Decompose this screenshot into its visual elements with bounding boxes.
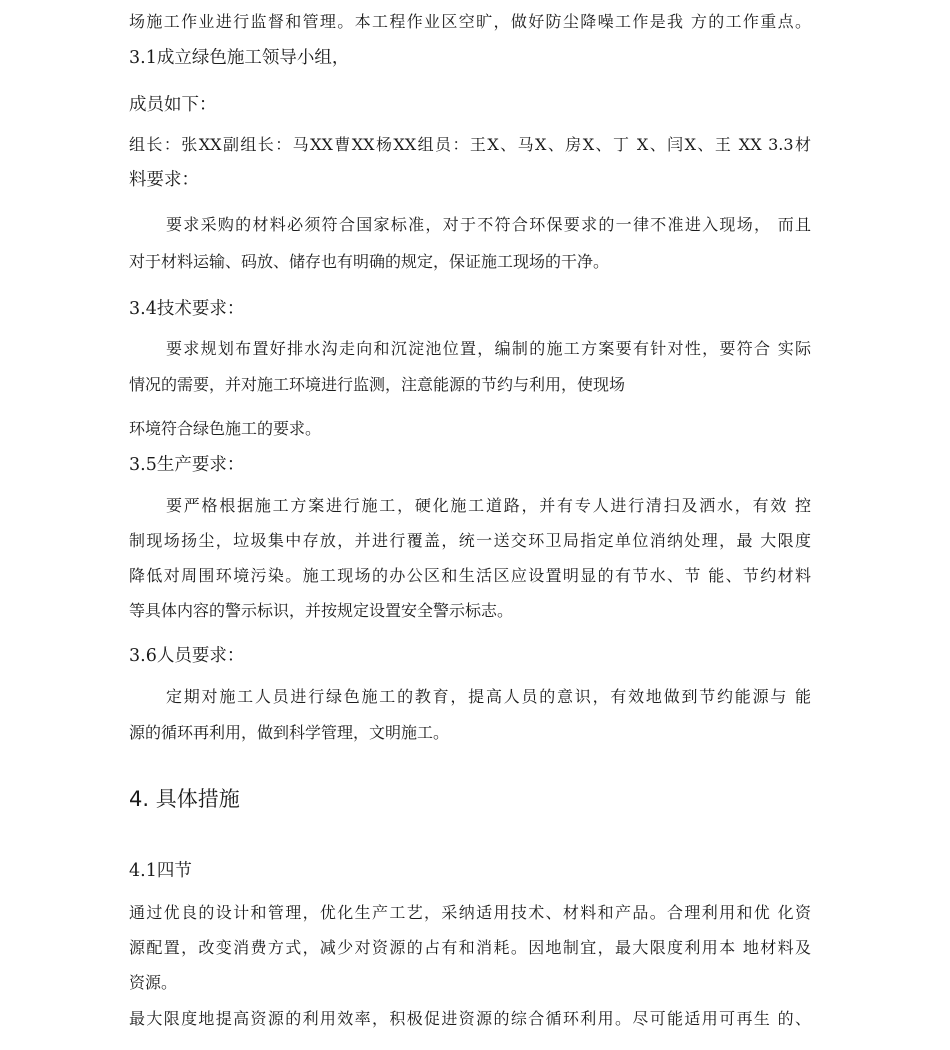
intro-text-line: 场施工作业进行监督和管理。本工程作业区空旷，做好防尘降噪工作是我 方的工作重点。	[129, 12, 811, 31]
section-3-1-heading: 3.1成立绿色施工领导小组，	[129, 48, 350, 68]
production-paragraph-line: 等具体内容的警示标识，并按规定设置安全警示标志。	[129, 601, 514, 620]
section-4-1-heading: 4.1四节	[129, 861, 192, 881]
members-subheading: 成员如下：	[129, 95, 217, 115]
technical-paragraph-line: 要求规划布置好排水沟走向和沉淀池位置，编制的施工方案要有针对性，要符合 实际	[166, 339, 811, 358]
four-savings-paragraph-line: 源配置，改变消费方式，减少对资源的占有和消耗。因地制宜，最大限度利用本 地材料及	[129, 938, 811, 957]
section-3-3-heading: 料要求：	[129, 170, 199, 190]
personnel-paragraph-line: 定期对施工人员进行绿色施工的教育，提高人员的意识，有效地做到节约能源与 能	[166, 687, 811, 706]
four-savings-paragraph-line: 通过优良的设计和管理，优化生产工艺，采纳适用技术、材料和产品。合理利用和优 化资	[129, 903, 811, 922]
materials-paragraph-line: 对于材料运输、码放、储存也有明确的规定，保证施工现场的干净。	[129, 252, 610, 271]
resource-efficiency-paragraph-line: 最大限度地提高资源的利用效率，积极促进资源的综合循环利用。尽可能适用可再生 的、	[129, 1009, 811, 1028]
technical-paragraph-line: 情况的需要，并对施工环境进行监测，注意能源的节约与利用，使现场	[129, 375, 626, 394]
section-3-5-heading: 3.5生产要求：	[129, 455, 245, 475]
personnel-paragraph-line: 源的循环再利用，做到科学管理，文明施工。	[129, 723, 450, 742]
section-4-heading: 4. 具体措施	[129, 787, 240, 811]
section-3-4-heading: 3.4技术要求：	[129, 299, 245, 319]
materials-paragraph-line: 要求采购的材料必须符合国家标准，对于不符合环保要求的一律不准进入现场， 而且	[166, 215, 811, 234]
production-paragraph-line: 要严格根据施工方案进行施工，硬化施工道路，并有专人进行清扫及洒水，有效 控	[166, 496, 811, 515]
technical-paragraph-line: 环境符合绿色施工的要求。	[129, 419, 322, 438]
production-paragraph-line: 降低对周围环境污染。施工现场的办公区和生活区应设置明显的有节水、节 能、节约材料	[129, 566, 811, 585]
members-list-line: 组长：张XX副组长：马XX曹XX杨XX组员：王X、马X、房X、丁 X、闫X、王 XX 3.3材	[129, 135, 811, 154]
production-paragraph-line: 制现场扬尘，垃圾集中存放，并进行覆盖，统一送交环卫局指定单位消纳处理，最 大限度	[129, 531, 811, 550]
section-3-6-heading: 3.6人员要求：	[129, 646, 245, 666]
four-savings-paragraph-line: 资源。	[129, 973, 178, 992]
